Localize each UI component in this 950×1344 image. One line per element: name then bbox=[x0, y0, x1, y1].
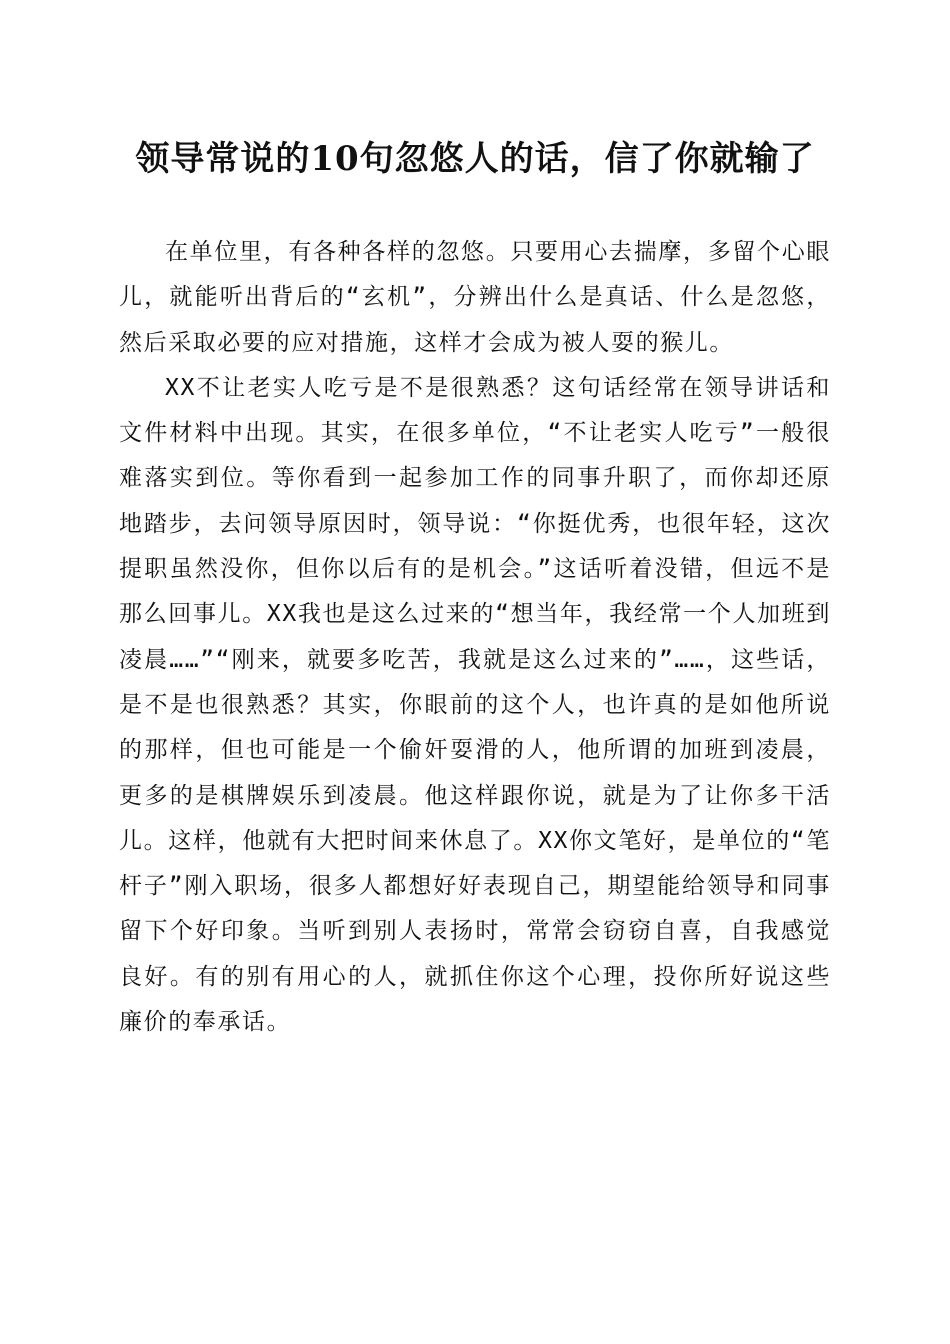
paragraph-intro: 在单位里，有各种各样的忽悠。只要用心去揣摩，多留个心眼儿，就能听出背后的“玄机”，分辨出什么是真话、什么是忽悠，然后采取必要的应对措施，这样才会成为被人耍的猴儿。 bbox=[119, 239, 831, 356]
paragraph-main: XX不让老实人吃亏是不是很熟悉？这句话经常在领导讲话和文件材料中出现。其实，在很多单位，“不让老实人吃亏”一般很难落实到位。等你看到一起参加工作的同事升职了，而你却还原地踏步，去问领导原因时，领导说：“你挺优秀，也很年轻，这次提职虽然没你，但你以后有的是机会。”这话听着没错，但远不是那么回事儿。XX我也是这么过来的“想当年，我经常一个人加班到凌晨……”“刚来，就要多吃苦，我就是这么过来的”……，这些话，是不是也很熟悉？其实，你眼前的这个人，也许真的是如他所说的那样，但也可能是一个偷奸耍滑的人，他所谓的加班到凌晨，更多的是棋牌娱乐到凌晨。他这样跟你说，就是为了让你多干活儿。这样，他就有大把时间来休息了。XX你文笔好，是单位的“笔杆子”刚入职场，很多人都想好好表现自己，期望能给领导和同事留下个好印象。当听到别人表扬时，常常会窃窃自喜，自我感觉良好。有的别有用心的人，就抓住你这个心理，投你所好说这些廉价的奉承话。 bbox=[119, 374, 831, 1036]
document-body bbox=[119, 230, 831, 1045]
page-title: 领导常说的10句忽悠人的话，信了你就输了 bbox=[135, 139, 815, 179]
